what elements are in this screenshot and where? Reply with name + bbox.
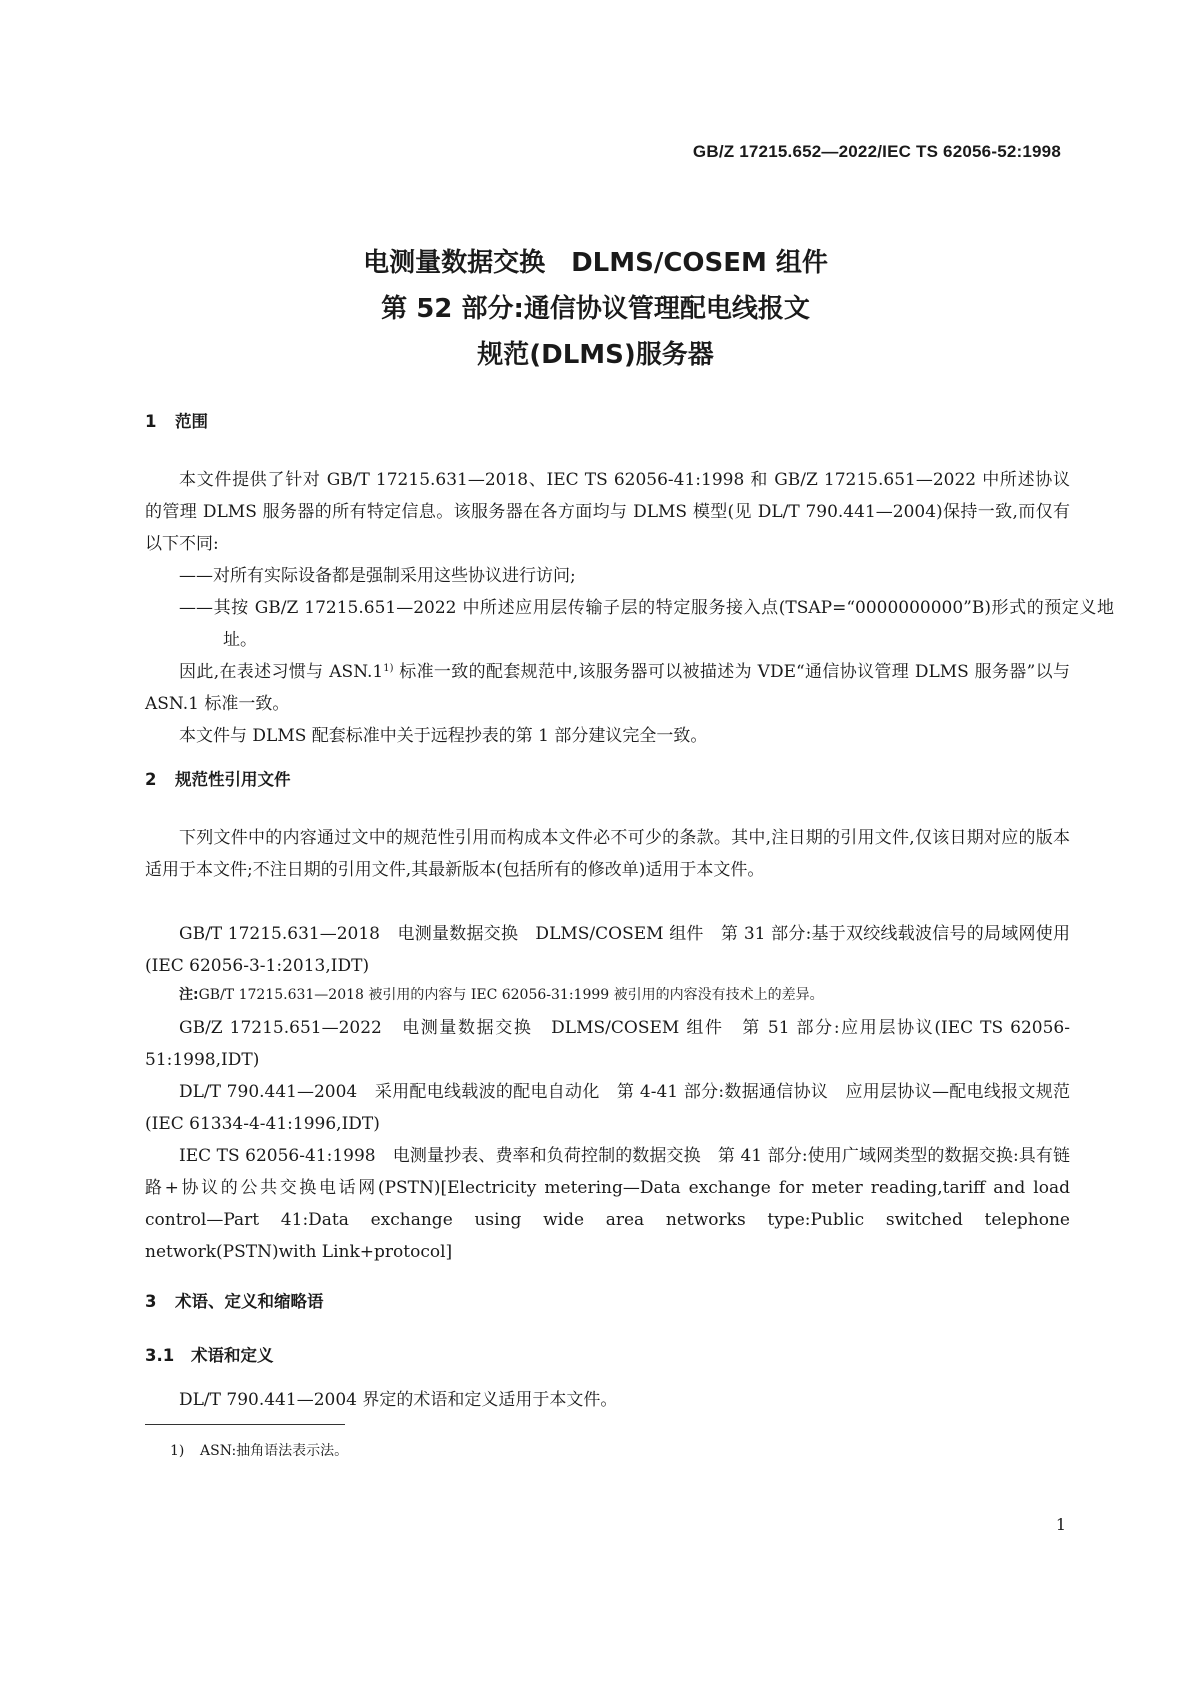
reference-4: IEC TS 62056-41:1998 电测量抄表、费率和负荷控制的数据交换 第 41 部分:使用广域网类型的数据交换:具有链路+协议的公共交换电话网(PSTN)[Electricity metering—Data exchange for meter reading,tariff and load control—Part 41:Data exchange using wide area networks type:Public switched telephone network(PSTN)with Link+protocol] — [145, 1146, 1070, 1262]
section-1-title: 范围 — [175, 412, 208, 431]
section-2-heading — [145, 766, 291, 790]
footnote-text: ASN:抽角语法表示法。 — [200, 1443, 349, 1459]
section-1-paragraph-2-end: 标准一致的配套规范中,该服务器可以被描述为 VDE“通信协议管理 DLMS 服务器”以与 ASN.1 标准一致。 — [145, 662, 1071, 714]
footnote-reference: 1) — [383, 663, 394, 674]
footnote — [170, 1440, 348, 1460]
section-3-1-title: 术语和定义 — [191, 1346, 274, 1365]
title-line-2: 第 52 部分:通信协议管理配电线报文 — [381, 294, 810, 324]
section-3-1-number: 3.1 — [145, 1346, 175, 1365]
title-line-3: 规范(DLMS)服务器 — [477, 340, 714, 370]
footnote-number: 1) — [170, 1443, 185, 1459]
section-1-heading — [145, 408, 208, 432]
section-1-list-item-1: ——对所有实际设备都是强制采用这些协议进行访问; — [179, 566, 576, 586]
section-3-title: 术语、定义和缩略语 — [175, 1292, 324, 1311]
section-1-paragraph-3: 本文件与 DLMS 配套标准中关于远程抄表的第 1 部分建议完全一致。 — [179, 726, 708, 746]
note-label: 注: — [179, 987, 199, 1003]
reference-3: DL/T 790.441—2004 采用配电线载波的配电自动化 第 4-41 部分:数据通信协议 应用层协议—配电线报文规范(IEC 61334-4-41:1996,IDT) — [145, 1082, 1070, 1134]
section-2-title: 规范性引用文件 — [175, 770, 291, 789]
section-1-paragraph-1: 本文件提供了针对 GB/T 17215.631—2018、IEC TS 62056-41:1998 和 GB/Z 17215.651—2022 中所述协议的管理 DLMS 服务器的所有特定信息。该服务器在各方面均与 DLMS 模型(见 DL/T 790.441—2004)保持一致,而仅有以下不同: — [145, 470, 1070, 554]
document-code: GB/Z 17215.652—2022/IEC TS 62056-52:1998 — [692, 142, 1061, 161]
section-1-paragraph-2 — [145, 656, 1070, 720]
note-text: GB/T 17215.631—2018 被引用的内容与 IEC 62056-31:1999 被引用的内容没有技术上的差异。 — [198, 987, 824, 1003]
page-number: 1 — [1055, 1515, 1066, 1534]
section-3-1-paragraph: DL/T 790.441—2004 界定的术语和定义适用于本文件。 — [179, 1390, 618, 1410]
section-2-number: 2 — [145, 770, 157, 789]
reference-2: GB/Z 17215.651—2022 电测量数据交换 DLMS/COSEM 组件 第 51 部分:应用层协议(IEC TS 62056-51:1998,IDT) — [145, 1018, 1070, 1070]
section-3-heading — [145, 1288, 324, 1312]
section-2-intro: 下列文件中的内容通过文中的规范性引用而构成本文件必不可少的条款。其中,注日期的引用文件,仅该日期对应的版本适用于本文件;不注日期的引用文件,其最新版本(包括所有的修改单)适用于本文件。 — [145, 828, 1070, 880]
title-line-1: 电测量数据交换 DLMS/COSEM 组件 — [363, 248, 828, 278]
section-3-1-heading — [145, 1342, 274, 1366]
reference-1: GB/T 17215.631—2018 电测量数据交换 DLMS/COSEM 组件 第 31 部分:基于双绞线载波信号的局域网使用(IEC 62056-3-1:2013,IDT) — [145, 924, 1070, 976]
reference-1-note — [179, 984, 1070, 1006]
document-title — [0, 240, 1191, 378]
section-1-list-item-2: ——其按 GB/Z 17215.651—2022 中所述应用层传输子层的特定服务接入点(TSAP=“0000000000”B)形式的预定义地址。 — [179, 598, 1114, 650]
footnote-divider — [145, 1424, 345, 1425]
section-1-paragraph-2-start: 因此,在表述习惯与 ASN.1 — [179, 662, 384, 682]
section-3-number: 3 — [145, 1292, 157, 1311]
section-1-number: 1 — [145, 412, 157, 431]
